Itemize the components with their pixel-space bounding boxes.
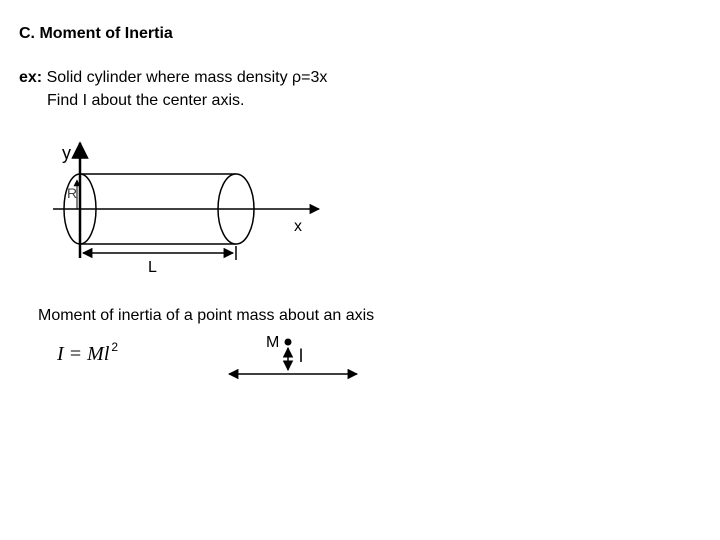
slide-title: C. Moment of Inertia bbox=[19, 25, 173, 42]
find-instruction: Find I about the center axis. bbox=[47, 92, 245, 109]
length-label: L bbox=[148, 259, 157, 276]
formula-main: I = Ml bbox=[57, 343, 110, 365]
x-axis-label: x bbox=[294, 218, 302, 235]
y-axis-label: y bbox=[62, 143, 71, 163]
inertia-formula bbox=[57, 341, 118, 364]
formula-exponent: 2 bbox=[111, 340, 119, 354]
example-label: ex: bbox=[19, 69, 43, 86]
point-mass-heading: Moment of inertia of a point mass about an axis bbox=[38, 307, 375, 324]
point-mass-dot bbox=[285, 339, 292, 346]
distance-label: l bbox=[299, 346, 303, 366]
radius-label: R bbox=[67, 185, 78, 201]
example-text: Solid cylinder where mass density ρ=3x bbox=[42, 69, 328, 86]
mass-label: M bbox=[266, 334, 280, 351]
